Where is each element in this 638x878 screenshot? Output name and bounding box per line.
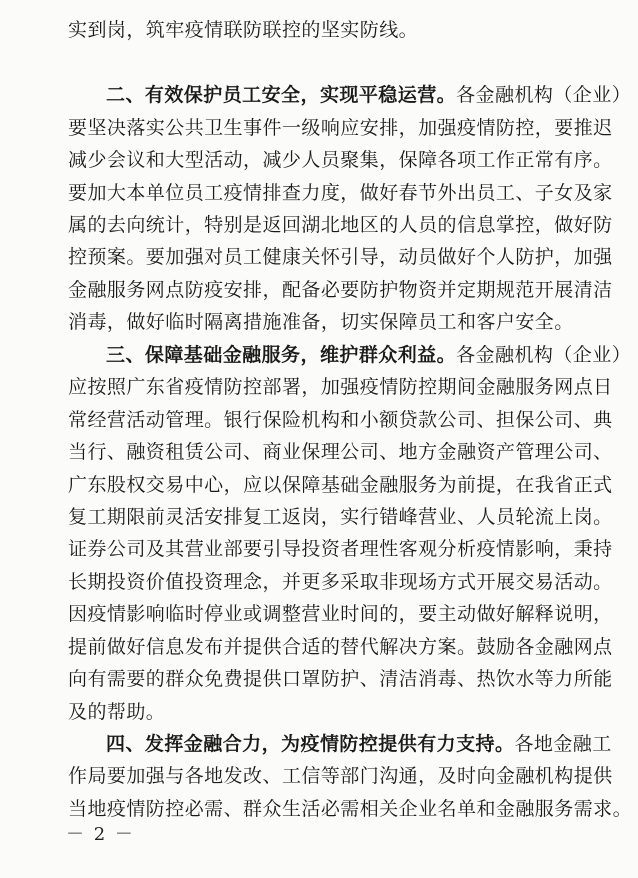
text-line: 广东股权交易中心，应以保障基础金融服务为前提，在我省正式 (68, 474, 613, 496)
text-line: 复工期限前灵活安排复工返岗，实行错峰营业、人员轮流上岗。 (68, 506, 613, 528)
text-line: 证券公司及其营业部要引导投资者理性客观分析疫情影响，秉持 (68, 538, 613, 560)
section-heading-line: 四、发挥金融合力，为疫情防控提供有力支持。各地金融工 (106, 733, 612, 755)
section-heading-line: 二、有效保护员工安全，实现平稳运营。各金融机构（企业） (106, 84, 632, 106)
text-line: 提前做好信息发布并提供合适的替代解决方案。鼓励各金融网点 (68, 636, 613, 658)
text-line: 控预案。要加强对员工健康关怀引导，动员做好个人防护，加强 (68, 246, 613, 268)
text-line: 金融服务网点防疫安排，配备必要防护物资并定期规范开展清洁 (68, 279, 613, 301)
text-line: 向有需要的群众免费提供口罩防护、清洁消毒、热饮水等力所能 (68, 668, 613, 690)
text-line: 及的帮助。 (68, 701, 166, 723)
text-line: 常经营活动管理。银行保险机构和小额贷款公司、担保公司、典 (68, 409, 613, 431)
text-line: 因疫情影响临时停业或调整营业时间的，要主动做好解释说明， (68, 603, 613, 625)
text-line: 属的去向统计，特别是返回湖北地区的人员的信息掌控，做好防 (68, 214, 613, 236)
text-line: 减少会议和大型活动，减少人员聚集，保障各项工作正常有序。 (68, 149, 613, 171)
text-line: 当行、融资租赁公司、商业保理公司、地方金融资产管理公司、 (68, 441, 613, 463)
text-line: 当地疫情防控必需、群众生活必需相关企业名单和金融服务需求。 (68, 798, 633, 820)
text-line: 应按照广东省疫情防控部署，加强疫情防控期间金融服务网点日 (68, 376, 613, 398)
text-line: 实到岗，筑牢疫情联防联控的坚实防线。 (68, 19, 419, 41)
text-line: 消毒，做好临时隔离措施准备，切实保障员工和客户安全。 (68, 311, 574, 333)
section-heading: 四、发挥金融合力，为疫情防控提供有力支持。 (106, 733, 515, 755)
text-line: 要坚决落实公共卫生事件一级响应安排，加强疫情防控，要推迟 (68, 117, 613, 139)
text-line: 长期投资价值投资理念，并更多采取非现场方式开展交易活动。 (68, 571, 613, 593)
text-line: 作局要加强与各地发改、工信等部门沟通，及时向金融机构提供 (68, 765, 613, 787)
text-line: 要加大本单位员工疫情排查力度，做好春节外出员工、子女及家 (68, 182, 613, 204)
section-heading: 二、有效保护员工安全，实现平稳运营。 (106, 84, 457, 106)
section-heading: 三、保障基础金融服务，维护群众利益。 (106, 344, 457, 366)
section-heading-line: 三、保障基础金融服务，维护群众利益。各金融机构（企业） (106, 344, 632, 366)
page-number: － 2 － (66, 824, 135, 845)
